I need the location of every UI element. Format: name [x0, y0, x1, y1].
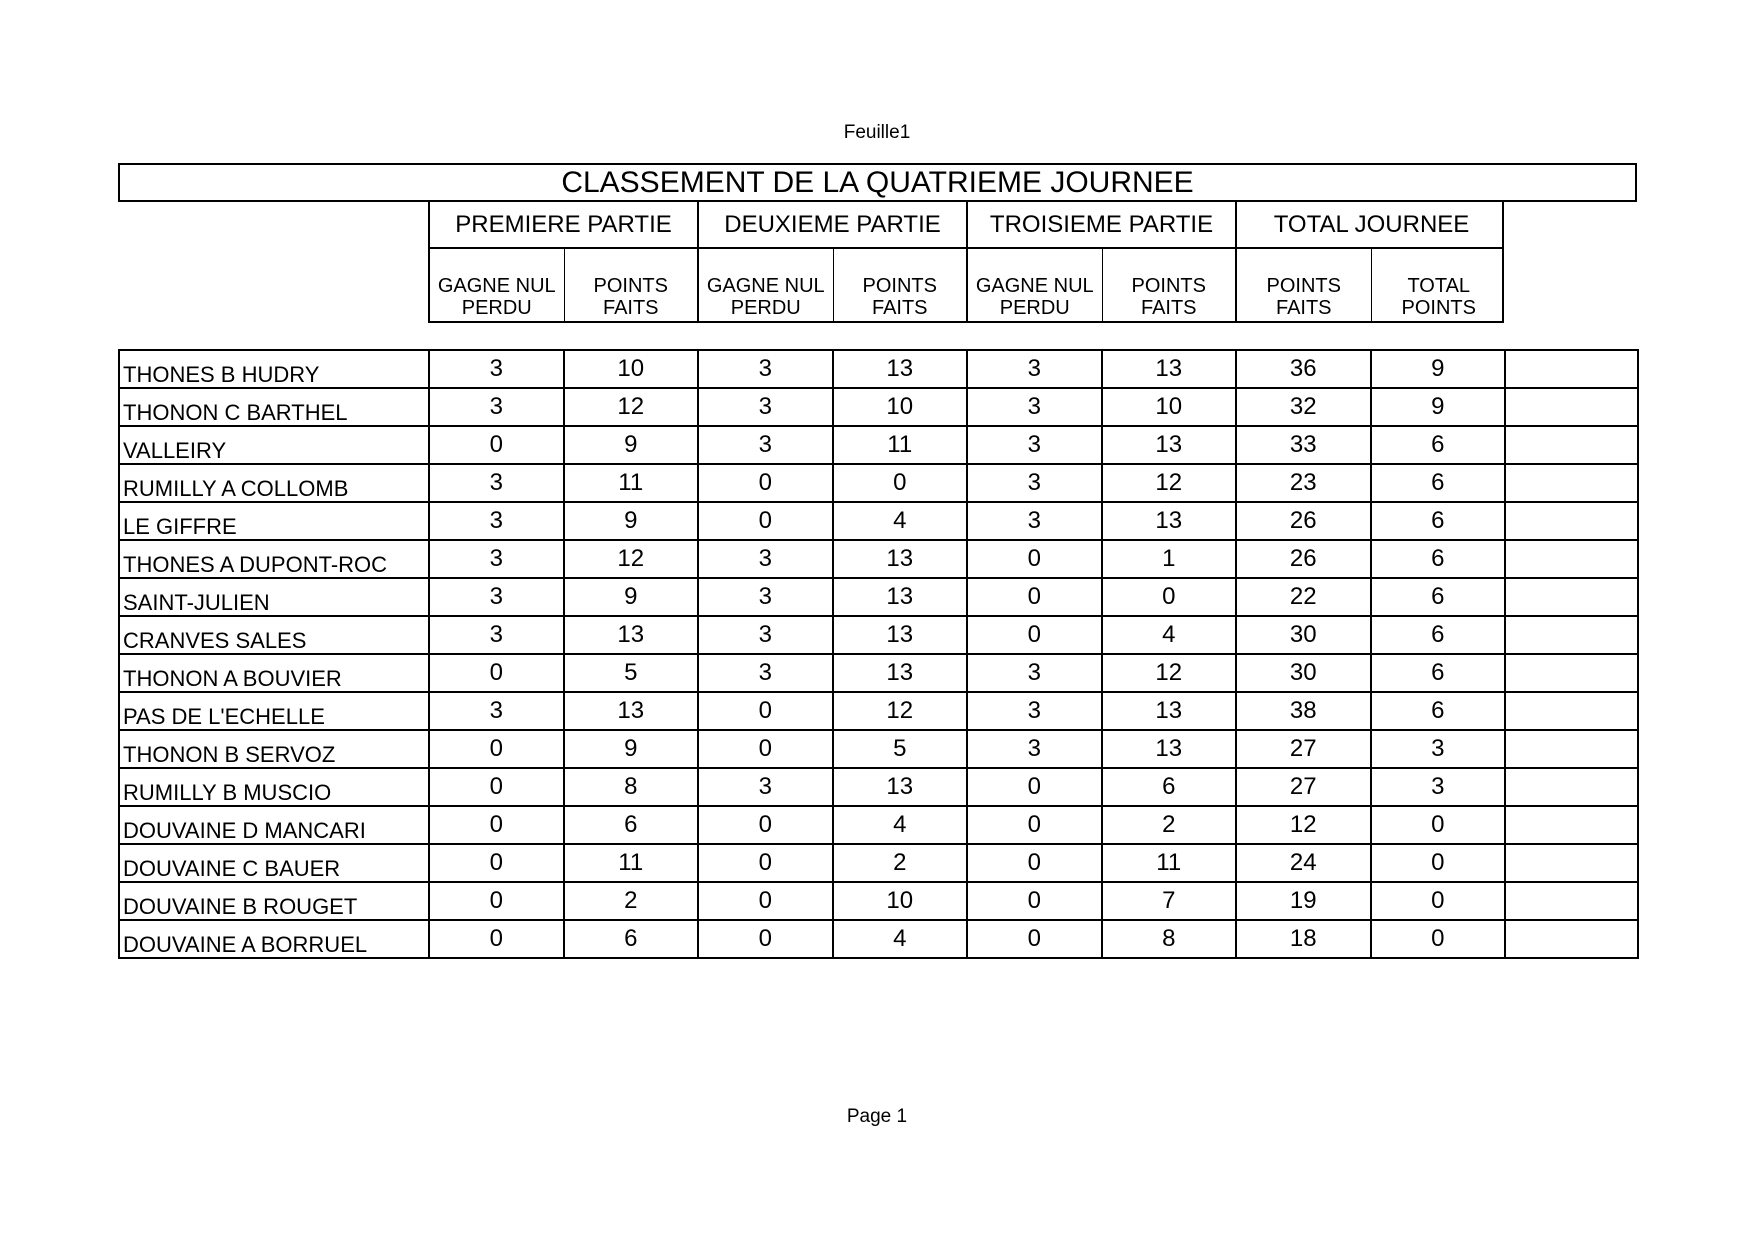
score-cell: 6	[1371, 502, 1506, 540]
score-cell: 3	[429, 692, 564, 730]
empty-cell	[1505, 388, 1638, 426]
score-cell: 6	[1371, 540, 1506, 578]
empty-cell	[1505, 692, 1638, 730]
score-cell: 0	[833, 464, 968, 502]
score-cell: 9	[564, 578, 699, 616]
score-cell: 12	[833, 692, 968, 730]
table-row	[119, 844, 1638, 882]
sub-header-line: POINTS	[862, 275, 937, 297]
score-cell: 12	[1102, 654, 1237, 692]
empty-cell	[1505, 426, 1638, 464]
empty-cell	[1505, 730, 1638, 768]
score-cell: 1	[1102, 540, 1237, 578]
empty-cell	[1505, 464, 1638, 502]
empty-cell	[1505, 616, 1638, 654]
score-cell: 6	[1371, 426, 1506, 464]
score-cell: 0	[1102, 578, 1237, 616]
score-cell: 3	[698, 654, 833, 692]
team-name-cell: DOUVAINE C BAUER	[119, 844, 429, 882]
score-cell: 32	[1236, 388, 1371, 426]
score-cell: 36	[1236, 350, 1371, 388]
table-row	[119, 426, 1638, 464]
score-cell: 0	[967, 578, 1102, 616]
score-cell: 0	[429, 844, 564, 882]
score-cell: 19	[1236, 882, 1371, 920]
sub-header-line: FAITS	[1140, 297, 1197, 319]
score-cell: 6	[564, 806, 699, 844]
score-cell: 0	[698, 806, 833, 844]
score-cell: 10	[1102, 388, 1237, 426]
team-name-cell: THONON C BARTHEL	[119, 388, 429, 426]
score-cell: 3	[967, 426, 1102, 464]
sub-header-line: FAITS	[1275, 297, 1332, 319]
sub-header-line: PERDU	[461, 297, 532, 319]
empty-cell	[1505, 654, 1638, 692]
score-cell: 0	[967, 882, 1102, 920]
table-row	[119, 806, 1638, 844]
team-name-cell: THONES A DUPONT-ROC	[119, 540, 429, 578]
score-cell: 3	[698, 768, 833, 806]
group-header-total-journee: TOTAL JOURNEE	[1273, 211, 1470, 238]
sub-header-row	[430, 249, 1502, 321]
score-cell: 11	[833, 426, 968, 464]
empty-cell	[1505, 578, 1638, 616]
score-cell: 30	[1236, 616, 1371, 654]
score-cell: 3	[967, 464, 1102, 502]
score-cell: 2	[1102, 806, 1237, 844]
sub-header-line: TOTAL	[1407, 275, 1471, 297]
team-name-cell: RUMILLY B MUSCIO	[119, 768, 429, 806]
score-cell: 13	[833, 616, 968, 654]
table-row	[119, 692, 1638, 730]
empty-cell	[1505, 350, 1638, 388]
score-cell: 0	[698, 464, 833, 502]
score-cell: 3	[429, 502, 564, 540]
score-cell: 3	[429, 350, 564, 388]
score-cell: 6	[1371, 654, 1506, 692]
score-cell: 11	[564, 464, 699, 502]
score-cell: 4	[833, 806, 968, 844]
column-header-block	[428, 202, 1504, 323]
table-row	[119, 616, 1638, 654]
team-name-cell: SAINT-JULIEN	[119, 578, 429, 616]
empty-cell	[1505, 768, 1638, 806]
score-cell: 30	[1236, 654, 1371, 692]
sub-header-line: GAGNE NUL	[706, 275, 825, 297]
sub-header-p2-result	[699, 249, 834, 321]
score-cell: 0	[698, 920, 833, 958]
score-cell: 6	[1102, 768, 1237, 806]
group-header-row	[430, 202, 1502, 249]
score-cell: 26	[1236, 540, 1371, 578]
score-cell: 3	[967, 692, 1102, 730]
score-cell: 0	[967, 920, 1102, 958]
score-cell: 13	[1102, 692, 1237, 730]
score-cell: 13	[1102, 426, 1237, 464]
table-row	[119, 578, 1638, 616]
score-cell: 5	[833, 730, 968, 768]
table-row	[119, 350, 1638, 388]
team-name-cell: THONES B HUDRY	[119, 350, 429, 388]
sub-header-total-points-faits	[1237, 249, 1372, 321]
sheet-name: Feuille1	[843, 122, 911, 143]
score-cell: 9	[564, 730, 699, 768]
score-cell: 4	[833, 920, 968, 958]
score-cell: 11	[564, 844, 699, 882]
score-cell: 10	[833, 882, 968, 920]
score-cell: 0	[429, 882, 564, 920]
score-cell: 0	[1371, 920, 1506, 958]
score-cell: 3	[429, 578, 564, 616]
sub-header-line: POINTS	[1131, 275, 1206, 297]
table-row	[119, 502, 1638, 540]
score-cell: 3	[429, 388, 564, 426]
score-cell: 3	[429, 540, 564, 578]
score-cell: 6	[1371, 692, 1506, 730]
group-header-troisieme-partie: TROISIEME PARTIE	[968, 202, 1237, 247]
page-title: CLASSEMENT DE LA QUATRIEME JOURNEE	[118, 163, 1637, 202]
score-cell: 0	[429, 920, 564, 958]
empty-cell	[1505, 806, 1638, 844]
team-name-cell: DOUVAINE A BORRUEL	[119, 920, 429, 958]
empty-cell	[1505, 920, 1638, 958]
score-cell: 3	[1371, 730, 1506, 768]
score-cell: 13	[564, 616, 699, 654]
score-cell: 6	[1371, 578, 1506, 616]
score-cell: 13	[564, 692, 699, 730]
score-cell: 13	[1102, 730, 1237, 768]
score-cell: 0	[698, 502, 833, 540]
score-cell: 12	[1102, 464, 1237, 502]
score-cell: 38	[1236, 692, 1371, 730]
score-cell: 24	[1236, 844, 1371, 882]
sub-header-line: POINTS	[1401, 297, 1476, 319]
score-cell: 3	[967, 654, 1102, 692]
score-cell: 9	[1371, 388, 1506, 426]
score-cell: 0	[698, 882, 833, 920]
score-cell: 3	[967, 388, 1102, 426]
score-cell: 9	[564, 426, 699, 464]
score-cell: 13	[833, 540, 968, 578]
score-cell: 8	[1102, 920, 1237, 958]
score-cell: 0	[967, 616, 1102, 654]
team-name-cell: PAS DE L'ECHELLE	[119, 692, 429, 730]
score-cell: 0	[429, 654, 564, 692]
score-cell: 3	[429, 464, 564, 502]
score-cell: 3	[698, 350, 833, 388]
page-number: Page 1	[846, 1106, 908, 1127]
score-cell: 0	[967, 540, 1102, 578]
table-row	[119, 540, 1638, 578]
sub-header-p2-points	[834, 249, 969, 321]
score-cell: 27	[1236, 730, 1371, 768]
table-row	[119, 654, 1638, 692]
table-row	[119, 730, 1638, 768]
score-cell: 6	[1371, 616, 1506, 654]
score-cell: 10	[833, 388, 968, 426]
score-cell: 12	[1236, 806, 1371, 844]
team-name-cell: VALLEIRY	[119, 426, 429, 464]
sub-header-line: PERDU	[999, 297, 1070, 319]
score-cell: 0	[698, 844, 833, 882]
table-row	[119, 882, 1638, 920]
score-cell: 0	[1371, 844, 1506, 882]
score-cell: 26	[1236, 502, 1371, 540]
score-cell: 12	[564, 388, 699, 426]
score-cell: 3	[967, 730, 1102, 768]
score-cell: 11	[1102, 844, 1237, 882]
score-cell: 0	[698, 692, 833, 730]
score-cell: 13	[833, 578, 968, 616]
sub-header-line: FAITS	[602, 297, 659, 319]
score-cell: 6	[1371, 464, 1506, 502]
empty-cell	[1505, 882, 1638, 920]
score-cell: 4	[1102, 616, 1237, 654]
score-cell: 12	[564, 540, 699, 578]
score-cell: 3	[967, 502, 1102, 540]
score-cell: 0	[967, 768, 1102, 806]
score-cell: 9	[564, 502, 699, 540]
score-cell: 9	[1371, 350, 1506, 388]
team-name-cell: DOUVAINE B ROUGET	[119, 882, 429, 920]
score-cell: 5	[564, 654, 699, 692]
score-cell: 3	[698, 540, 833, 578]
score-cell: 2	[833, 844, 968, 882]
sub-header-line: POINTS	[593, 275, 668, 297]
score-cell: 6	[564, 920, 699, 958]
team-name-cell: RUMILLY A COLLOMB	[119, 464, 429, 502]
score-cell: 23	[1236, 464, 1371, 502]
team-name-cell: THONON B SERVOZ	[119, 730, 429, 768]
sub-header-total-points	[1372, 249, 1507, 321]
score-cell: 4	[833, 502, 968, 540]
score-cell: 3	[698, 578, 833, 616]
score-cell: 8	[564, 768, 699, 806]
score-cell: 33	[1236, 426, 1371, 464]
sub-header-line: GAGNE NUL	[975, 275, 1094, 297]
empty-cell	[1505, 502, 1638, 540]
team-name-cell: LE GIFFRE	[119, 502, 429, 540]
score-cell: 13	[1102, 350, 1237, 388]
score-cell: 7	[1102, 882, 1237, 920]
table-row	[119, 768, 1638, 806]
score-cell: 3	[698, 426, 833, 464]
empty-cell	[1505, 540, 1638, 578]
sub-header-line: POINTS	[1266, 275, 1341, 297]
score-cell: 3	[1371, 768, 1506, 806]
score-cell: 10	[564, 350, 699, 388]
group-header-premiere-partie: PREMIERE PARTIE	[430, 202, 699, 247]
table-row	[119, 920, 1638, 958]
score-cell: 0	[1371, 882, 1506, 920]
score-cell: 0	[967, 806, 1102, 844]
table-row	[119, 464, 1638, 502]
standings-body	[119, 350, 1638, 958]
score-cell: 13	[833, 654, 968, 692]
score-cell: 18	[1236, 920, 1371, 958]
sub-header-p1-points	[565, 249, 700, 321]
score-cell: 13	[1102, 502, 1237, 540]
score-cell: 3	[698, 388, 833, 426]
score-cell: 3	[698, 616, 833, 654]
score-cell: 13	[833, 350, 968, 388]
score-cell: 2	[564, 882, 699, 920]
score-cell: 0	[967, 844, 1102, 882]
score-cell: 13	[833, 768, 968, 806]
score-cell: 0	[429, 730, 564, 768]
standings-table	[118, 349, 1639, 959]
score-cell: 0	[429, 426, 564, 464]
group-header-deuxieme-partie: DEUXIEME PARTIE	[699, 202, 968, 247]
score-cell: 3	[967, 350, 1102, 388]
score-cell: 0	[698, 730, 833, 768]
empty-cell	[1505, 844, 1638, 882]
score-cell: 27	[1236, 768, 1371, 806]
sub-header-line: PERDU	[730, 297, 801, 319]
team-name-cell: THONON A BOUVIER	[119, 654, 429, 692]
score-cell: 0	[429, 768, 564, 806]
team-name-cell: DOUVAINE D MANCARI	[119, 806, 429, 844]
sub-header-p3-result	[968, 249, 1103, 321]
sub-header-p1-result	[430, 249, 565, 321]
score-cell: 0	[1371, 806, 1506, 844]
sub-header-line: FAITS	[871, 297, 928, 319]
sub-header-p3-points	[1103, 249, 1238, 321]
team-name-cell: CRANVES SALES	[119, 616, 429, 654]
table-row	[119, 388, 1638, 426]
sub-header-line: GAGNE NUL	[437, 275, 556, 297]
score-cell: 3	[429, 616, 564, 654]
score-cell: 0	[429, 806, 564, 844]
score-cell: 22	[1236, 578, 1371, 616]
